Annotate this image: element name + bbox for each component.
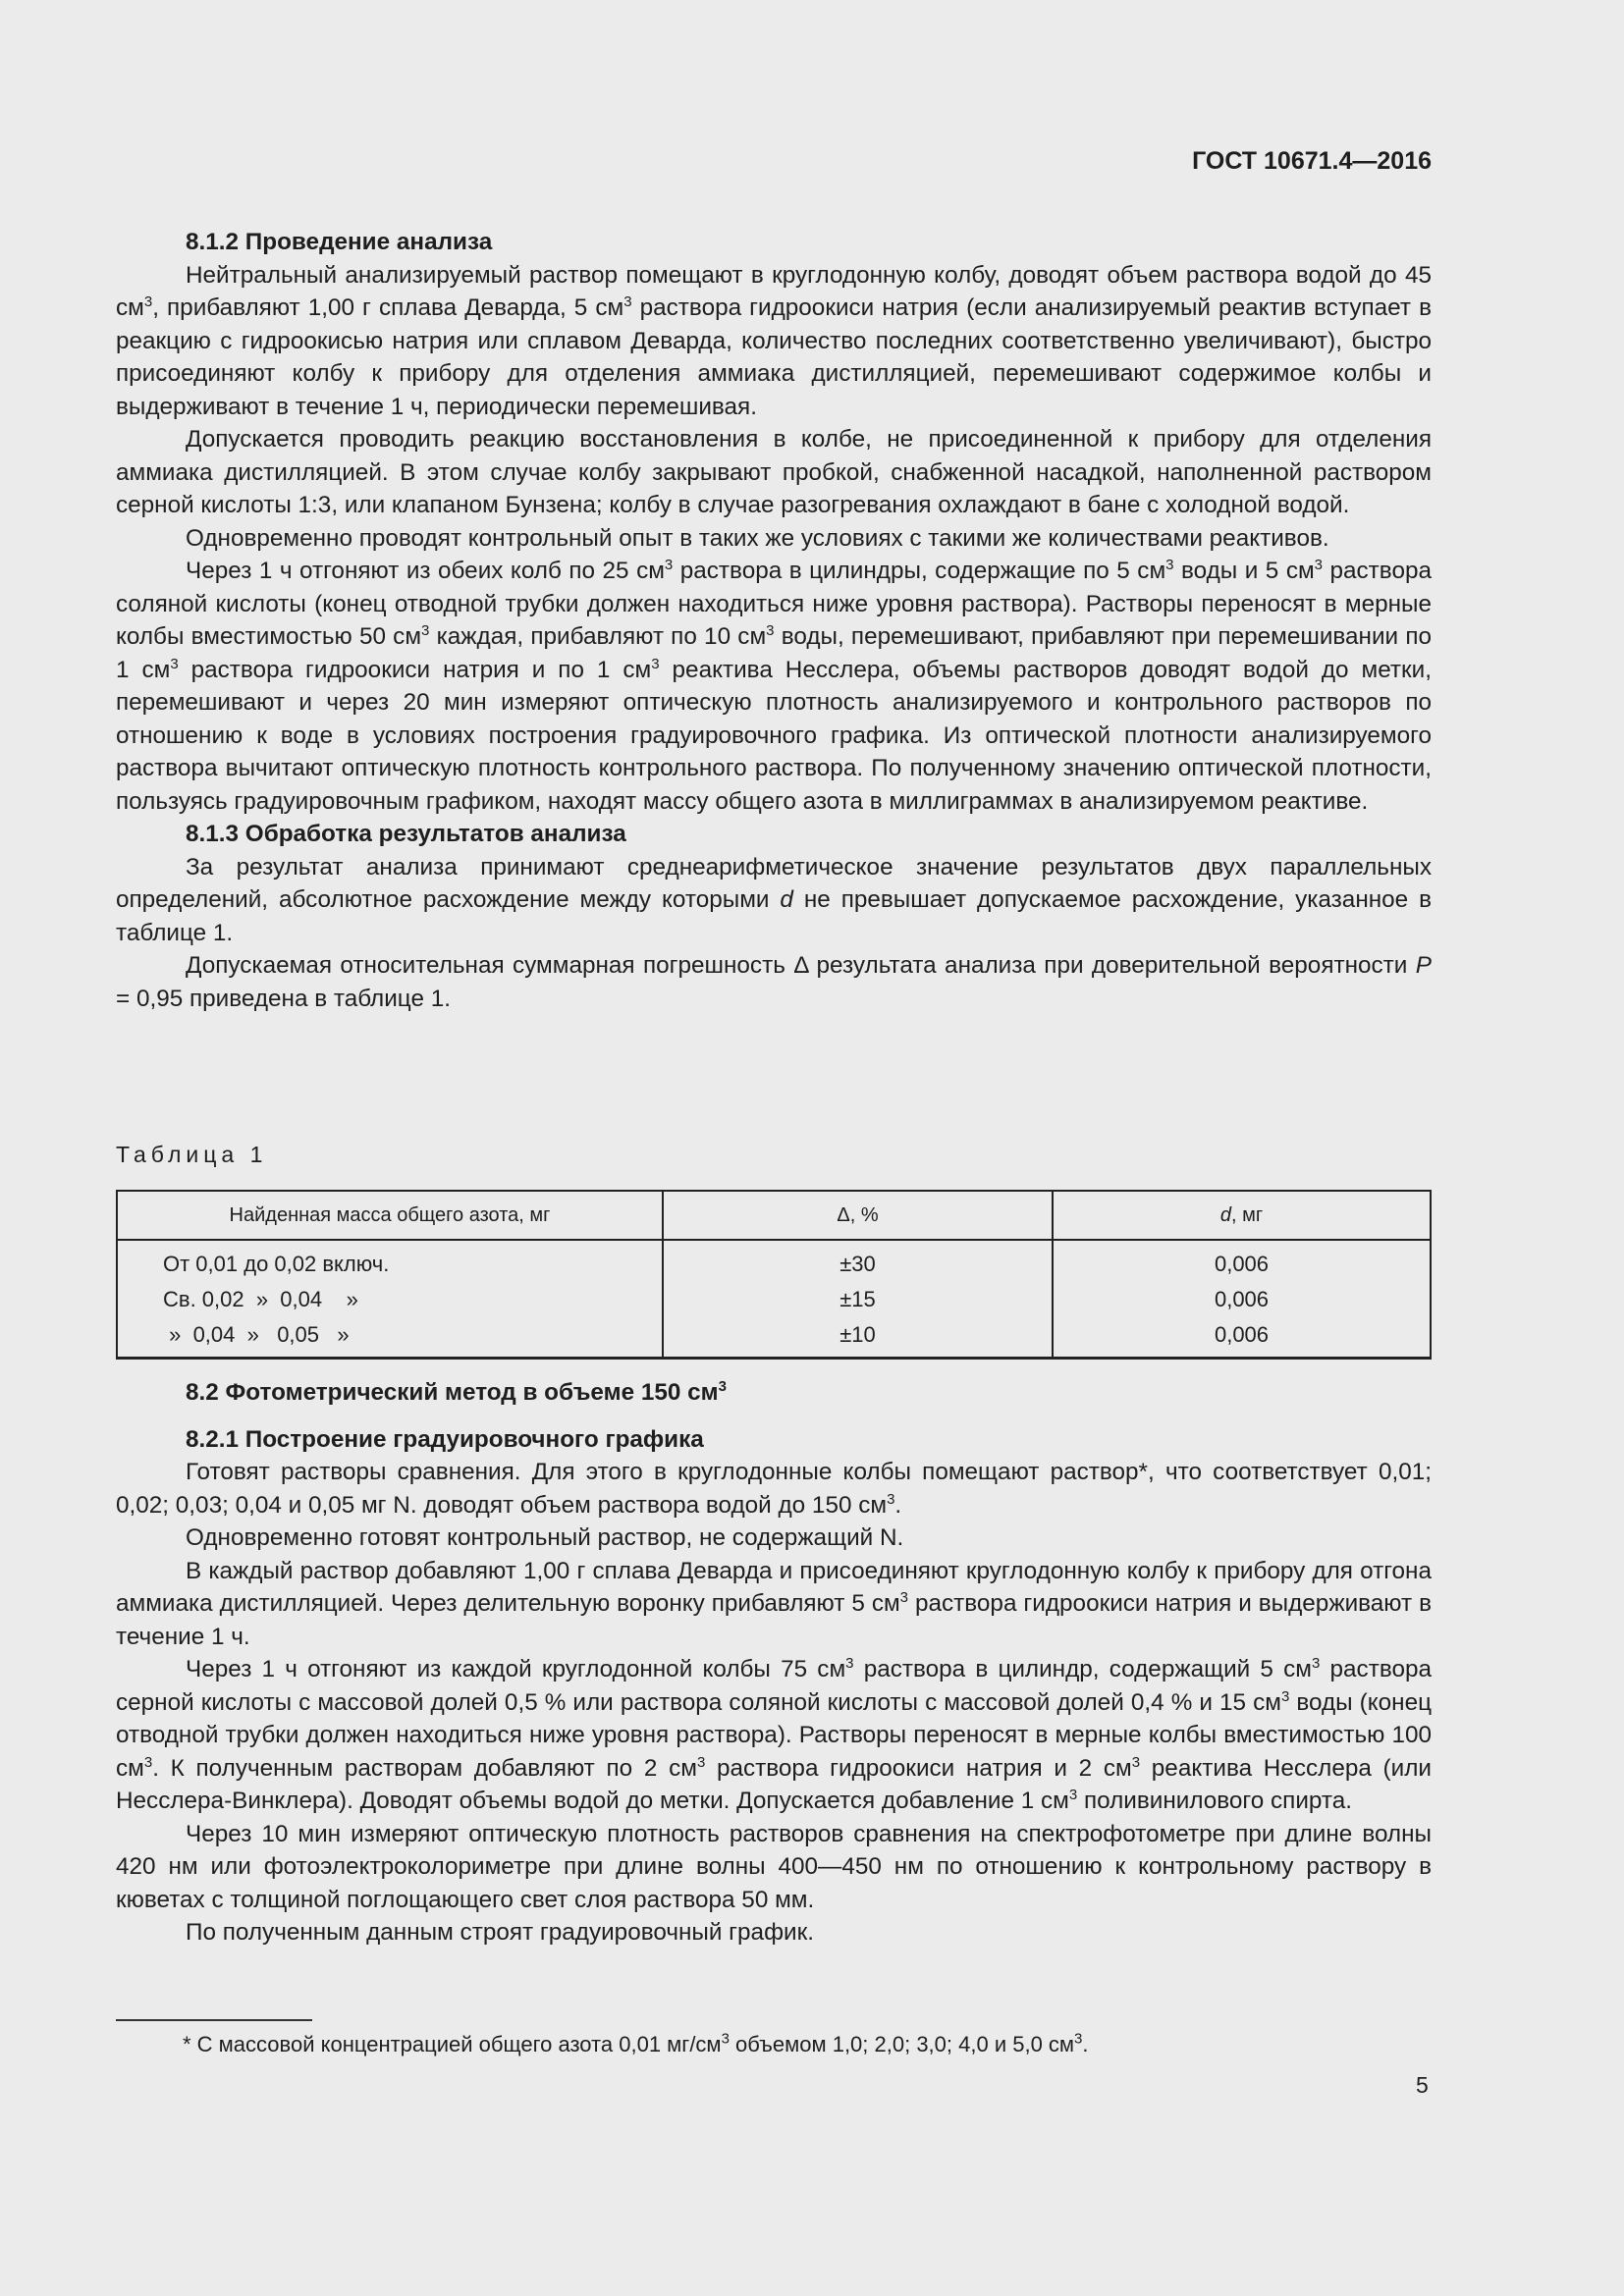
table-1 <box>116 1190 1432 1360</box>
paragraph: Допускается проводить реакцию восстановления в колбе, не присоединенной к прибору для отделения аммиака дистилляцией. В этом случае колбу закрывают пробкой, снабженной насадкой, наполненной раствором серной кислоты 1:3, или клапаном Бунзена; колбу в случае разогревания охлаждают в бане с холодной водой. <box>116 426 1432 518</box>
cell-d: 0,006 <box>1053 1282 1431 1317</box>
footnote: * С массовой концентрацией общего азота 0,01 $мг/см^3$ объемом 1,0; 2,0; 3,0; 4,0 и 5,0 $см^3$. <box>183 2030 1089 2056</box>
section-title-8-1-3: 8.1.3 Обработка результатов анализа <box>186 821 626 847</box>
section-title-8-2: 8.2 Фотометрический метод в объеме 150 $см^3$ <box>186 1377 727 1406</box>
cell-delta: ±15 <box>663 1282 1053 1317</box>
paragraph: Допускаемая относительная суммарная погрешность Δ результата анализа при доверительной вероятности P = 0,95 приведена в таблице 1. <box>116 952 1432 1012</box>
table-row <box>117 1317 1431 1359</box>
section-8-2-block <box>116 1376 1432 1949</box>
paragraph: Через 10 мин измеряют оптическую плотность растворов сравнения на спектрофотометре при длине волны 420 нм или фотоэлектроколориметре при длине волны 400—450 нм по отношению к контрольному раствору в кюветах с толщиной поглощающего свет слоя раствора 50 мм. <box>116 1820 1432 1913</box>
cell-d: 0,006 <box>1053 1241 1431 1282</box>
cell-delta: ±30 <box>663 1241 1053 1282</box>
table-row <box>117 1282 1431 1317</box>
paragraph: Нейтральный анализируемый раствор помещают в круглодонную колбу, доводят объем раствора водой до 45 $см^3$, прибавляют 1,00 г сплава Деварда, 5 $см^3$ раствора гидроокиси натрия (если анализируемый реактив вступает в реакцию с гидроокисью натрия или сплавом Деварда, количество последних соответственно увеличивают), быстро присоединяют колбу к прибору для отделения аммиака дистилляцией, перемешивают содержимое колбы и выдерживают в течение 1 ч, периодически перемешивая. <box>116 261 1432 420</box>
column-header-delta: Δ, % <box>663 1191 1053 1240</box>
cell-delta: ±10 <box>663 1317 1053 1359</box>
cell-mass: От 0,01 до 0,02 включ. <box>117 1241 663 1282</box>
section-title-8-1-2: 8.1.2 Проведение анализа <box>186 229 493 255</box>
table-row <box>117 1241 1431 1282</box>
footnote-divider <box>116 2019 312 2021</box>
column-header-mass: Найденная масса общего азота, мг <box>117 1191 663 1240</box>
paragraph: Одновременно проводят контрольный опыт в таких же условиях с такими же количествами реактивов. <box>186 524 1329 552</box>
section-8-1-block <box>116 226 1432 1015</box>
document-header: ГОСТ 10671.4—2016 <box>1192 147 1432 175</box>
paragraph: По полученным данным строят градуировочный график. <box>186 1919 815 1946</box>
section-title-8-2-1: 8.2.1 Построение градуировочного графика <box>186 1425 704 1453</box>
paragraph: Готовят растворы сравнения. Для этого в круглодонные колбы помещают раствор*, что соответствует 0,01; 0,02; 0,03; 0,04 и 0,05 мг N. доводят объем раствора водой до 150 $см^3$. <box>116 1459 1432 1519</box>
table-caption: Таблица 1 <box>116 1142 268 1167</box>
paragraph: Через 1 ч отгоняют из обеих колб по 25 $см^3$ раствора в цилиндры, содержащие по 5 $см^3$ воды и 5 $см^3$ раствора соляной кислоты (конец отводной трубки должен находиться ниже уровня раствора). Растворы переносят в мерные колбы вместимостью 50 $см^3$ каждая, прибавляют по 10 $см^3$ воды, перемешивают, прибавляют при перемешивании по 1 $см^3$ раствора гидроокиси натрия и по 1 $см^3$ реактива Несслера, объемы растворов доводят водой до метки, перемешивают и через 20 мин измеряют оптическую плотность анализируемого и контрольного растворов по отношению к воде в условиях построения градуировочного графика. Из оптической плотности анализируемого раствора вычитают оптическую плотность контрольного раствора. По полученному значению оптической плотности, пользуясь градуировочным графиком, находят массу общего азота в миллиграммах в анализируемом реактиве. <box>116 556 1432 815</box>
column-header-d: d, мг <box>1053 1191 1431 1240</box>
paragraph: За результат анализа принимают среднеарифметическое значение результатов двух параллельных определений, абсолютное расхождение между которыми d не превышает допускаемое расхождение, указанное в таблице 1. <box>116 853 1433 946</box>
paragraph: Через 1 ч отгоняют из каждой круглодонной колбы 75 $см^3$ раствора в цилиндр, содержащий 5 $см^3$ раствора серной кислоты с массовой долей 0,5 % или раствора соляной кислоты с массовой долей 0,4 % и 15 $см^3$ воды (конец отводной трубки должен находиться ниже уровня раствора). Растворы переносят в мерные колбы вместимостью 100 $см^3$. К полученным растворам добавляют по 2 $см^3$ раствора гидроокиси натрия и 2 $см^3$ реактива Несслера (или Несслера-Винклера). Доводят объемы водой до метки. Допускается добавление 1 $см^3$ поливинилового спирта. <box>116 1654 1433 1814</box>
cell-d: 0,006 <box>1053 1317 1431 1359</box>
page-number: 5 <box>1416 2072 1429 2098</box>
paragraph: Одновременно готовят контрольный раствор, не содержащий N. <box>186 1524 904 1551</box>
cell-mass: » 0,04 » 0,05 » <box>117 1317 663 1359</box>
cell-mass: Св. 0,02 » 0,04 » <box>117 1282 663 1317</box>
paragraph: В каждый раствор добавляют 1,00 г сплава Деварда и присоединяют круглодонную колбу к прибору для отгона аммиака дистилляцией. Через делительную воронку прибавляют 5 $см^3$ раствора гидроокиси натрия и выдерживают в течение 1 ч. <box>116 1557 1432 1650</box>
